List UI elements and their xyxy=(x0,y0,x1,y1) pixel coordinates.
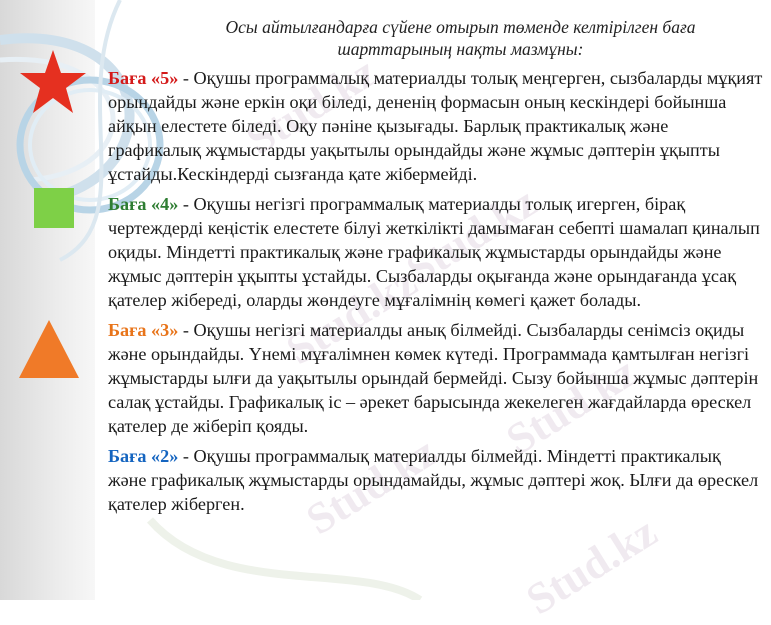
watermark: Stud.kz xyxy=(297,426,446,545)
red-star-icon xyxy=(18,48,88,116)
grade-3-label: Баға «3» xyxy=(108,320,179,340)
watermark: Stud.kz xyxy=(497,346,646,465)
document-body xyxy=(108,16,763,522)
watermark: Stud.kz xyxy=(397,176,546,295)
green-square-icon xyxy=(34,188,74,228)
grade-2-text: - Оқушы программалық материалды білмейді. Міндетті практикалық және графикалық жұмыстарды орындамайды, жұмыс дәптері жоқ. Ылғи да өрескел қателер жіберген. xyxy=(108,446,759,514)
grade-5-text: - Оқушы программалық материалды толық меңгерген, сызбаларды мұқият орындайды және еркін оқи біледі, дененің формасын оның кескіндері бойынша айқын елестете біледі. Оқу пәніне қызығады. Барлық практикалық және графикалық жұмыстарды уақытылы орындайды және жұмыс дәптерін ұқыпты ұстайды.Кескіндерді сызғанда қате жібермейді. xyxy=(108,68,763,184)
intro-line-2: шарттарының нақты мазмұны: xyxy=(337,39,584,59)
grade-4-paragraph xyxy=(108,192,763,312)
watermark: Stud.kz xyxy=(277,256,426,375)
orange-triangle-icon xyxy=(17,318,81,380)
grade-4-text: - Оқушы негізгі программалық материалды толық игерген, бірақ чертеждерді кеңістік елестете білуі жеткілікті дамымаған себепті шамалап қиналып оқиды. Міндетті практикалық және графикалық жұмыстарды орындайды және жұмыс дәптерін ұқыпты ұстайды. Сызбаларды оқығанда және орындағанда ұсақ қателер жібереді, оларды жөндеуге мұғалімнің көмегі қажет болады. xyxy=(108,194,760,310)
grade-2-label: Баға «2» xyxy=(108,446,179,466)
grade-5-label: Баға «5» xyxy=(108,68,179,88)
grade-4-label: Баға «4» xyxy=(108,194,179,214)
grade-3-text: - Оқушы негізгі материалды анық білмейді. Сызбаларды сенімсіз оқиды және орындайды. Үнемі мұғалімнен көмек күтеді. Программада қамтылған негізгі жұмыстарды ылғи да уақытылы орындай бермейді. Сызу бойынша жұмыс дәптерін салақ ұстайды. Графикалық іс – әрекет барысында жекелеген жағдайларда өрескел қателер де жіберіп қояды. xyxy=(108,320,759,436)
grade-2-paragraph xyxy=(108,444,763,516)
watermark: Stud.kz xyxy=(237,46,386,165)
grade-3-paragraph xyxy=(108,318,763,438)
grade-5-paragraph xyxy=(108,66,763,186)
intro-line-1: Осы айтылғандарға сүйене отырып төменде келтірілген баға xyxy=(225,17,696,37)
intro-text xyxy=(108,16,763,60)
watermark: Stud.kz xyxy=(517,506,666,625)
